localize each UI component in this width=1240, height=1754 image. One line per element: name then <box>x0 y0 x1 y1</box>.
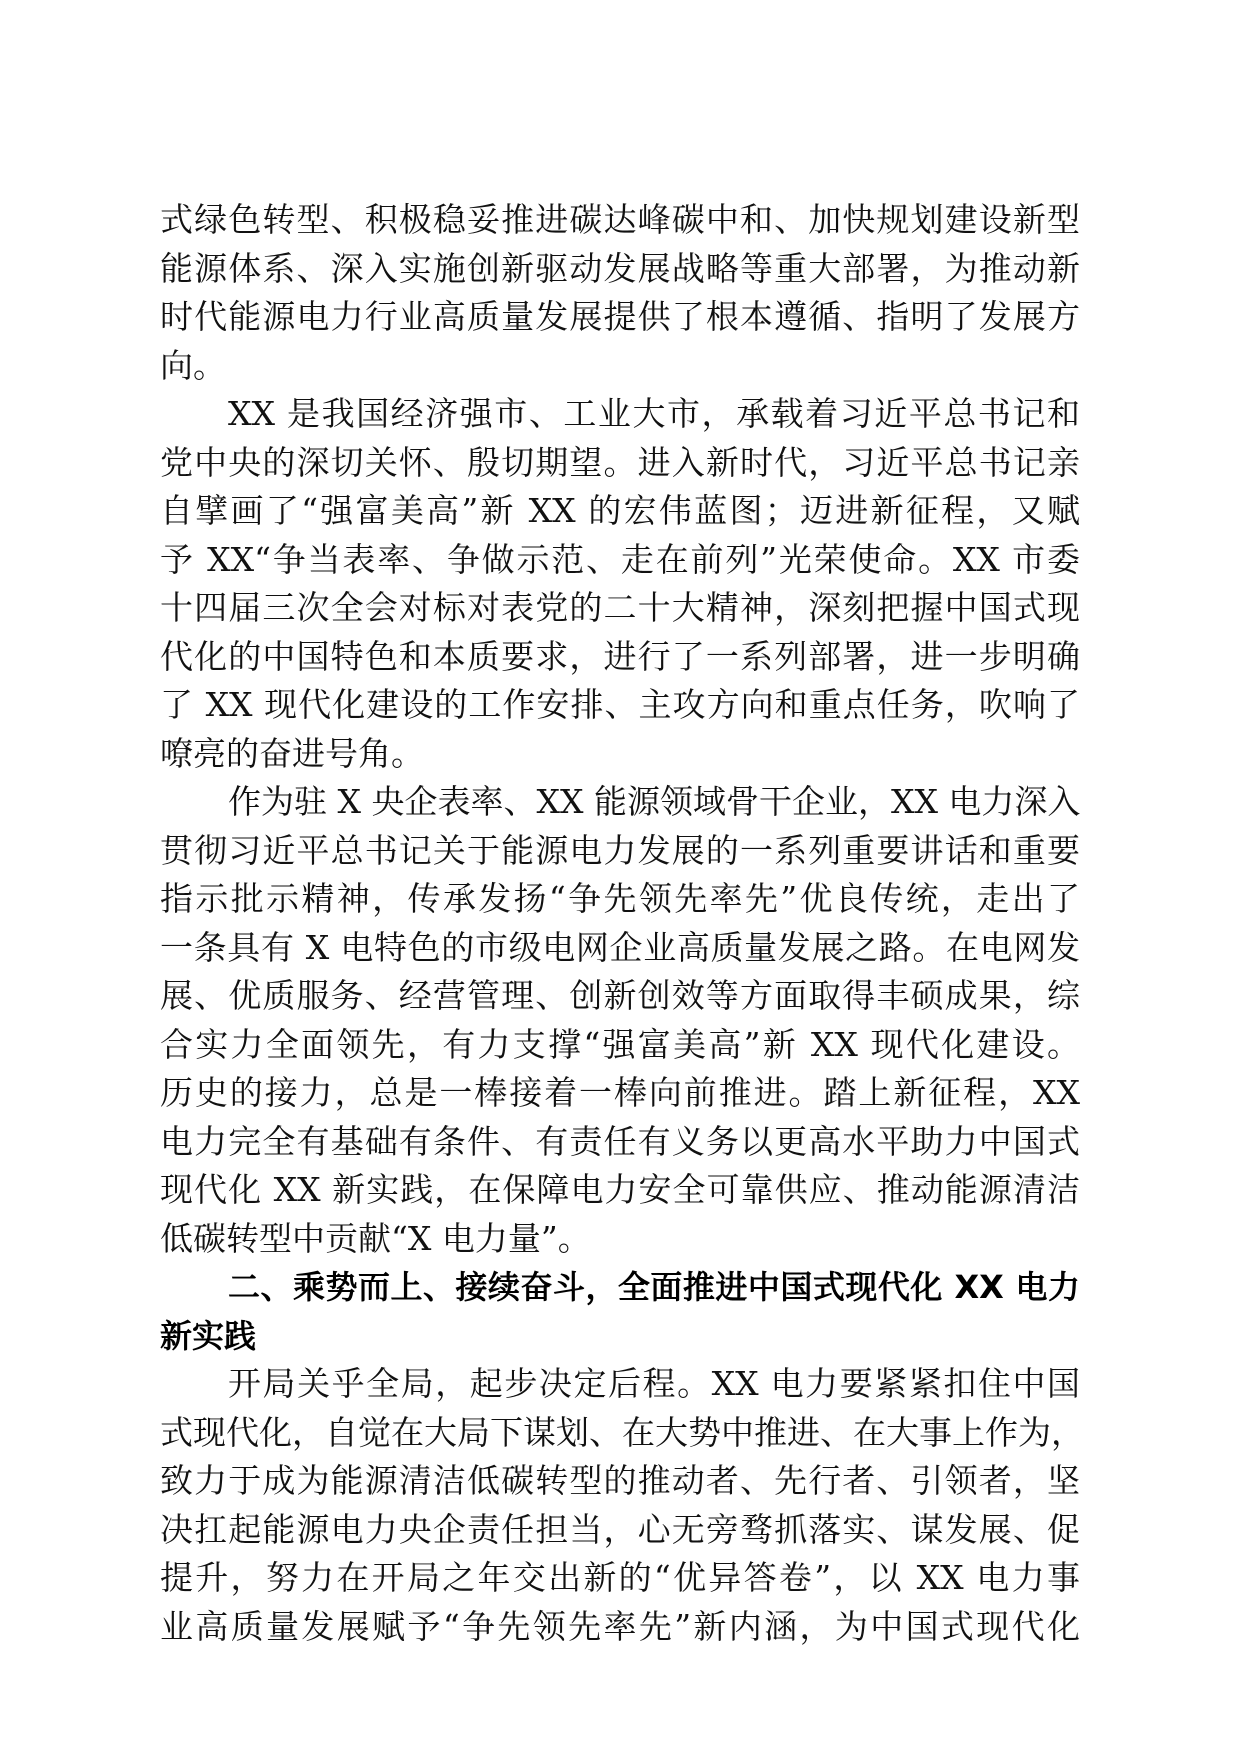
text-line: 予 XX“争当表率、争做示范、走在前列”光荣使命。XX 市委 <box>160 539 1080 579</box>
text-line: 低碳转型中贡献“X 电力量”。 <box>160 1218 591 1258</box>
text-line: 作为驻 X 央企表率、XX 能源领域骨干企业，XX 电力深入 <box>228 782 1081 821</box>
text-line: 党中央的深切关怀、殷切期望。进入新时代，习近平总书记亲 <box>160 442 1080 482</box>
paragraph <box>160 778 1080 1263</box>
section-heading <box>160 1263 1080 1360</box>
text-line: 展、优质服务、经营管理、创新创效等方面取得丰硕成果，综 <box>160 976 1080 1015</box>
text-line: 现代化 XX 新实践，在保障电力安全可靠供应、推动能源清洁 <box>160 1170 1080 1209</box>
text-line: 一条具有 X 电特色的市级电网企业高质量发展之路。在电网发 <box>160 927 1080 967</box>
text-line: 开局关乎全局，起步决定后程。XX 电力要紧紧扣住中国 <box>228 1364 1080 1403</box>
paragraph <box>160 390 1080 778</box>
text-line: 代化的中国特色和本质要求，进行了一系列部署，进一步明确 <box>160 636 1080 676</box>
heading-line: 二、乘势而上、接续奋斗，全面推进中国式现代化 XX 电力 <box>228 1268 1080 1306</box>
text-line: 历史的接力，总是一棒接着一棒向前推进。踏上新征程，XX <box>160 1073 1080 1112</box>
text-line: 提升，努力在开局之年交出新的“优异答卷”，以 XX 电力事 <box>160 1558 1080 1597</box>
text-line: 决扛起能源电力央企责任担当，心无旁骛抓落实、谋发展、促 <box>160 1509 1080 1549</box>
text-line: 合实力全面领先，有力支撑“强富美高”新 XX 现代化建设。 <box>160 1024 1080 1064</box>
text-line: 业高质量发展赋予“争先领先率先”新内涵，为中国式现代化 <box>160 1606 1080 1646</box>
text-line: 十四届三次全会对标对表党的二十大精神，深刻把握中国式现 <box>160 588 1080 627</box>
text-line: 贯彻习近平总书记关于能源电力发展的一系列重要讲话和重要 <box>160 830 1080 870</box>
text-line: 向。 <box>160 345 226 385</box>
text-line: 了 XX 现代化建设的工作安排、主攻方向和重点任务，吹响了 <box>160 685 1080 724</box>
text-line: 式绿色转型、积极稳妥推进碳达峰碳中和、加快规划建设新型 <box>160 200 1080 239</box>
text-line: 能源体系、深入实施创新驱动发展战略等重大部署，为推动新 <box>160 248 1080 288</box>
text-line: 致力于成为能源清洁低碳转型的推动者、先行者、引领者，坚 <box>160 1461 1080 1500</box>
text-line: 时代能源电力行业高质量发展提供了根本遵循、指明了发展方 <box>160 297 1080 336</box>
text-line: 式现代化，自觉在大局下谋划、在大势中推进、在大事上作为， <box>160 1412 1084 1452</box>
document-body <box>160 196 1084 1651</box>
text-line: 自擘画了“强富美高”新 XX 的宏伟蓝图；迈进新征程，又赋 <box>160 491 1080 530</box>
text-line: XX 是我国经济强市、工业大市，承载着习近平总书记和 <box>228 394 1080 433</box>
text-line: 嘹亮的奋进号角。 <box>160 733 424 773</box>
paragraph <box>160 1360 1084 1651</box>
text-line: 电力完全有基础有条件、有责任有义务以更高水平助力中国式 <box>160 1121 1080 1161</box>
heading-line: 新实践 <box>160 1316 257 1355</box>
paragraph <box>160 196 1080 390</box>
text-line: 指示批示精神，传承发扬“争先领先率先”优良传统，走出了 <box>160 879 1080 918</box>
